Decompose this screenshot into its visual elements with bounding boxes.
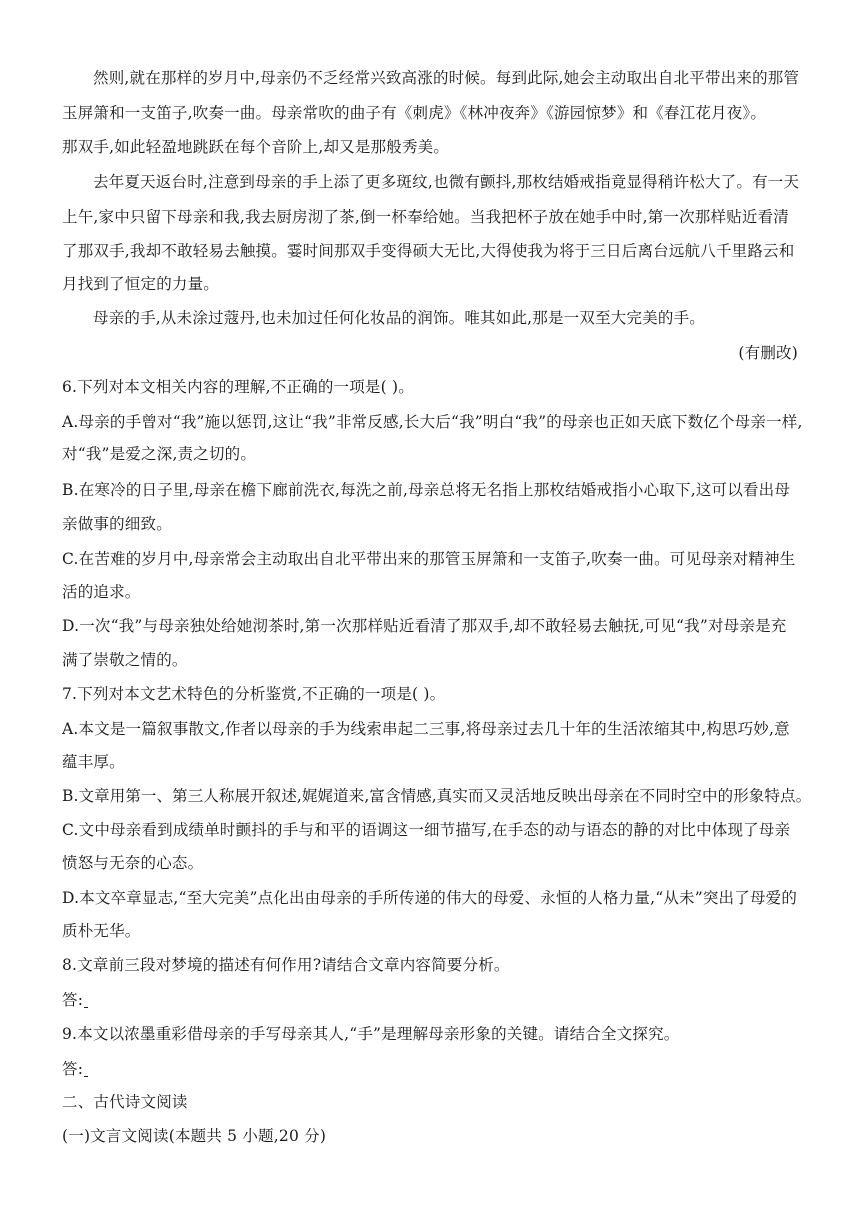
question-6-option-b: 亲做事的细致。	[62, 515, 172, 533]
question-6-option-b: B.在寒冷的日子里,母亲在檐下廊前洗衣,每洗之前,母亲总将无名指上那枚结婚戒指小心取下,这可以看出母	[62, 481, 791, 499]
question-8-answer	[62, 988, 88, 1010]
question-9-answer	[62, 1057, 88, 1079]
passage-line: 了那双手,我却不敢轻易去触摸。霎时间那双手变得硕大无比,大得使我为将于三日后离台远航八千里路云和	[62, 242, 795, 260]
question-6-stem: 6.下列对本文相关内容的理解,不正确的一项是( )。	[62, 378, 414, 396]
question-6-option-d: D.一次“我”与母亲独处给她沏茶时,第一次那样贴近看清了那双手,却不敢轻易去触抚,可见“我”对母亲是充	[62, 617, 787, 635]
answer-label: 答:	[62, 991, 84, 1009]
question-7-option-d: 质朴无华。	[62, 922, 141, 940]
passage-line: 母亲的手,从未涂过蔻丹,也未加过任何化妆品的润饰。唯其如此,那是一双至大完美的手。	[93, 309, 705, 327]
question-7-stem: 7.下列对本文艺术特色的分析鉴赏,不正确的一项是( )。	[62, 685, 446, 703]
answer-blank[interactable]	[84, 1006, 88, 1008]
question-7-option-a: A.本文是一篇叙事散文,作者以母亲的手为线索串起二三事,将母亲过去几十年的生活浓缩其中,构思巧妙,意	[62, 720, 790, 738]
passage-line: 然则,就在那样的岁月中,母亲仍不乏经常兴致高涨的时候。每到此际,她会主动取出自北平带出来的那管	[93, 69, 800, 87]
question-6-option-a: 对“我”是爱之深,责之切的。	[62, 445, 257, 463]
question-7-option-b: B.文章用第一、第三人称展开叙述,娓娓道来,富含情感,真实而又灵活地反映出母亲在不同时空中的形象特点。	[62, 787, 812, 805]
section-title: 二、古代诗文阅读	[62, 1093, 188, 1111]
section-subtitle: (一)文言文阅读(本题共 5 小题,20 分)	[62, 1127, 327, 1145]
passage-line: 玉屏箫和一支笛子,吹奏一曲。母亲常吹的曲子有《刺虎》《林冲夜奔》《游园惊梦》和《春江花月夜》。	[62, 104, 767, 122]
answer-label: 答:	[62, 1060, 84, 1078]
question-7-option-d: D.本文卒章显志,“至大完美”点化出由母亲的手所传递的伟大的母爱、永恒的人格力量,“从未”突出了母爱的	[62, 889, 798, 907]
question-8-stem: 8.文章前三段对梦境的描述有何作用?请结合文章内容简要分析。	[62, 956, 510, 974]
passage-line: 上午,家中只留下母亲和我,我去厨房沏了茶,倒一杯奉给她。当我把杯子放在她手中时,第一次那样贴近看清	[62, 208, 790, 226]
answer-blank[interactable]	[84, 1075, 88, 1077]
question-7-option-c: 愤怒与无奈的心态。	[62, 854, 204, 872]
question-6-option-d: 满了崇敬之情的。	[62, 651, 188, 669]
source-note: (有删改)	[738, 344, 798, 362]
question-7-option-a: 蕴丰厚。	[62, 753, 125, 771]
question-9-stem: 9.本文以浓墨重彩借母亲的手写母亲其人,“手”是理解母亲形象的关键。请结合全文探究。	[62, 1025, 680, 1043]
question-6-option-c: C.在苦难的岁月中,母亲常会主动取出自北平带出来的那管玉屏箫和一支笛子,吹奏一曲。可见母亲对精神生	[62, 550, 796, 568]
question-6-option-a: A.母亲的手曾对“我”施以惩罚,这让“我”非常反感,长大后“我”明白“我”的母亲也正如天底下数亿个母亲一样,	[62, 413, 803, 431]
passage-line: 去年夏天返台时,注意到母亲的手上添了更多斑纹,也微有颤抖,那枚结婚戒指竟显得稍许松大了。有一天	[93, 173, 800, 191]
passage-line: 月找到了恒定的力量。	[62, 275, 220, 293]
passage-line: 那双手,如此轻盈地跳跃在每个音阶上,却又是那般秀美。	[62, 138, 450, 156]
question-7-option-c: C.文中母亲看到成绩单时颤抖的手与和平的语调这一细节描写,在手态的动与语态的静的对比中体现了母亲	[62, 821, 791, 839]
question-6-option-c: 活的追求。	[62, 583, 141, 601]
